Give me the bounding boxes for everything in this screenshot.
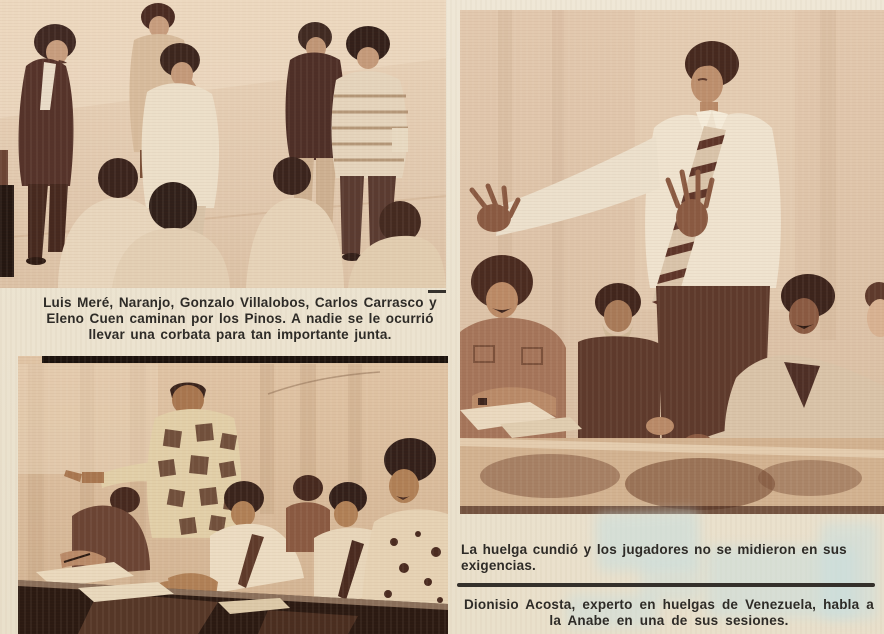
photo-walking-men-image [0, 0, 446, 288]
photo-strike-meeting-image [460, 10, 884, 514]
photo-top-bar [42, 356, 448, 363]
photo-anabe-session [18, 356, 448, 634]
caption-strike: La huelga cundió y los jugadores no se midieron en sus exigencias. [461, 542, 847, 573]
dark-doorway [0, 185, 14, 277]
caption-walking-men: Luis Meré, Naranjo, Gonzalo Villalobos, Carlos Carrasco y Eleno Cuen caminan por los Pinos. A nadie se le ocurrió llevar una corbata para tan importante junta. [43, 295, 437, 342]
registration-mark [428, 290, 446, 293]
photo-walking-men [0, 0, 446, 288]
caption-acosta: Dionisio Acosta, experto en huelgas de Venezuela, habla a la Anabe en una de sus sesiones. [463, 597, 874, 628]
divider-rule [457, 583, 875, 587]
photo-strike-meeting [460, 10, 884, 514]
photo-anabe-session-image [18, 356, 448, 634]
